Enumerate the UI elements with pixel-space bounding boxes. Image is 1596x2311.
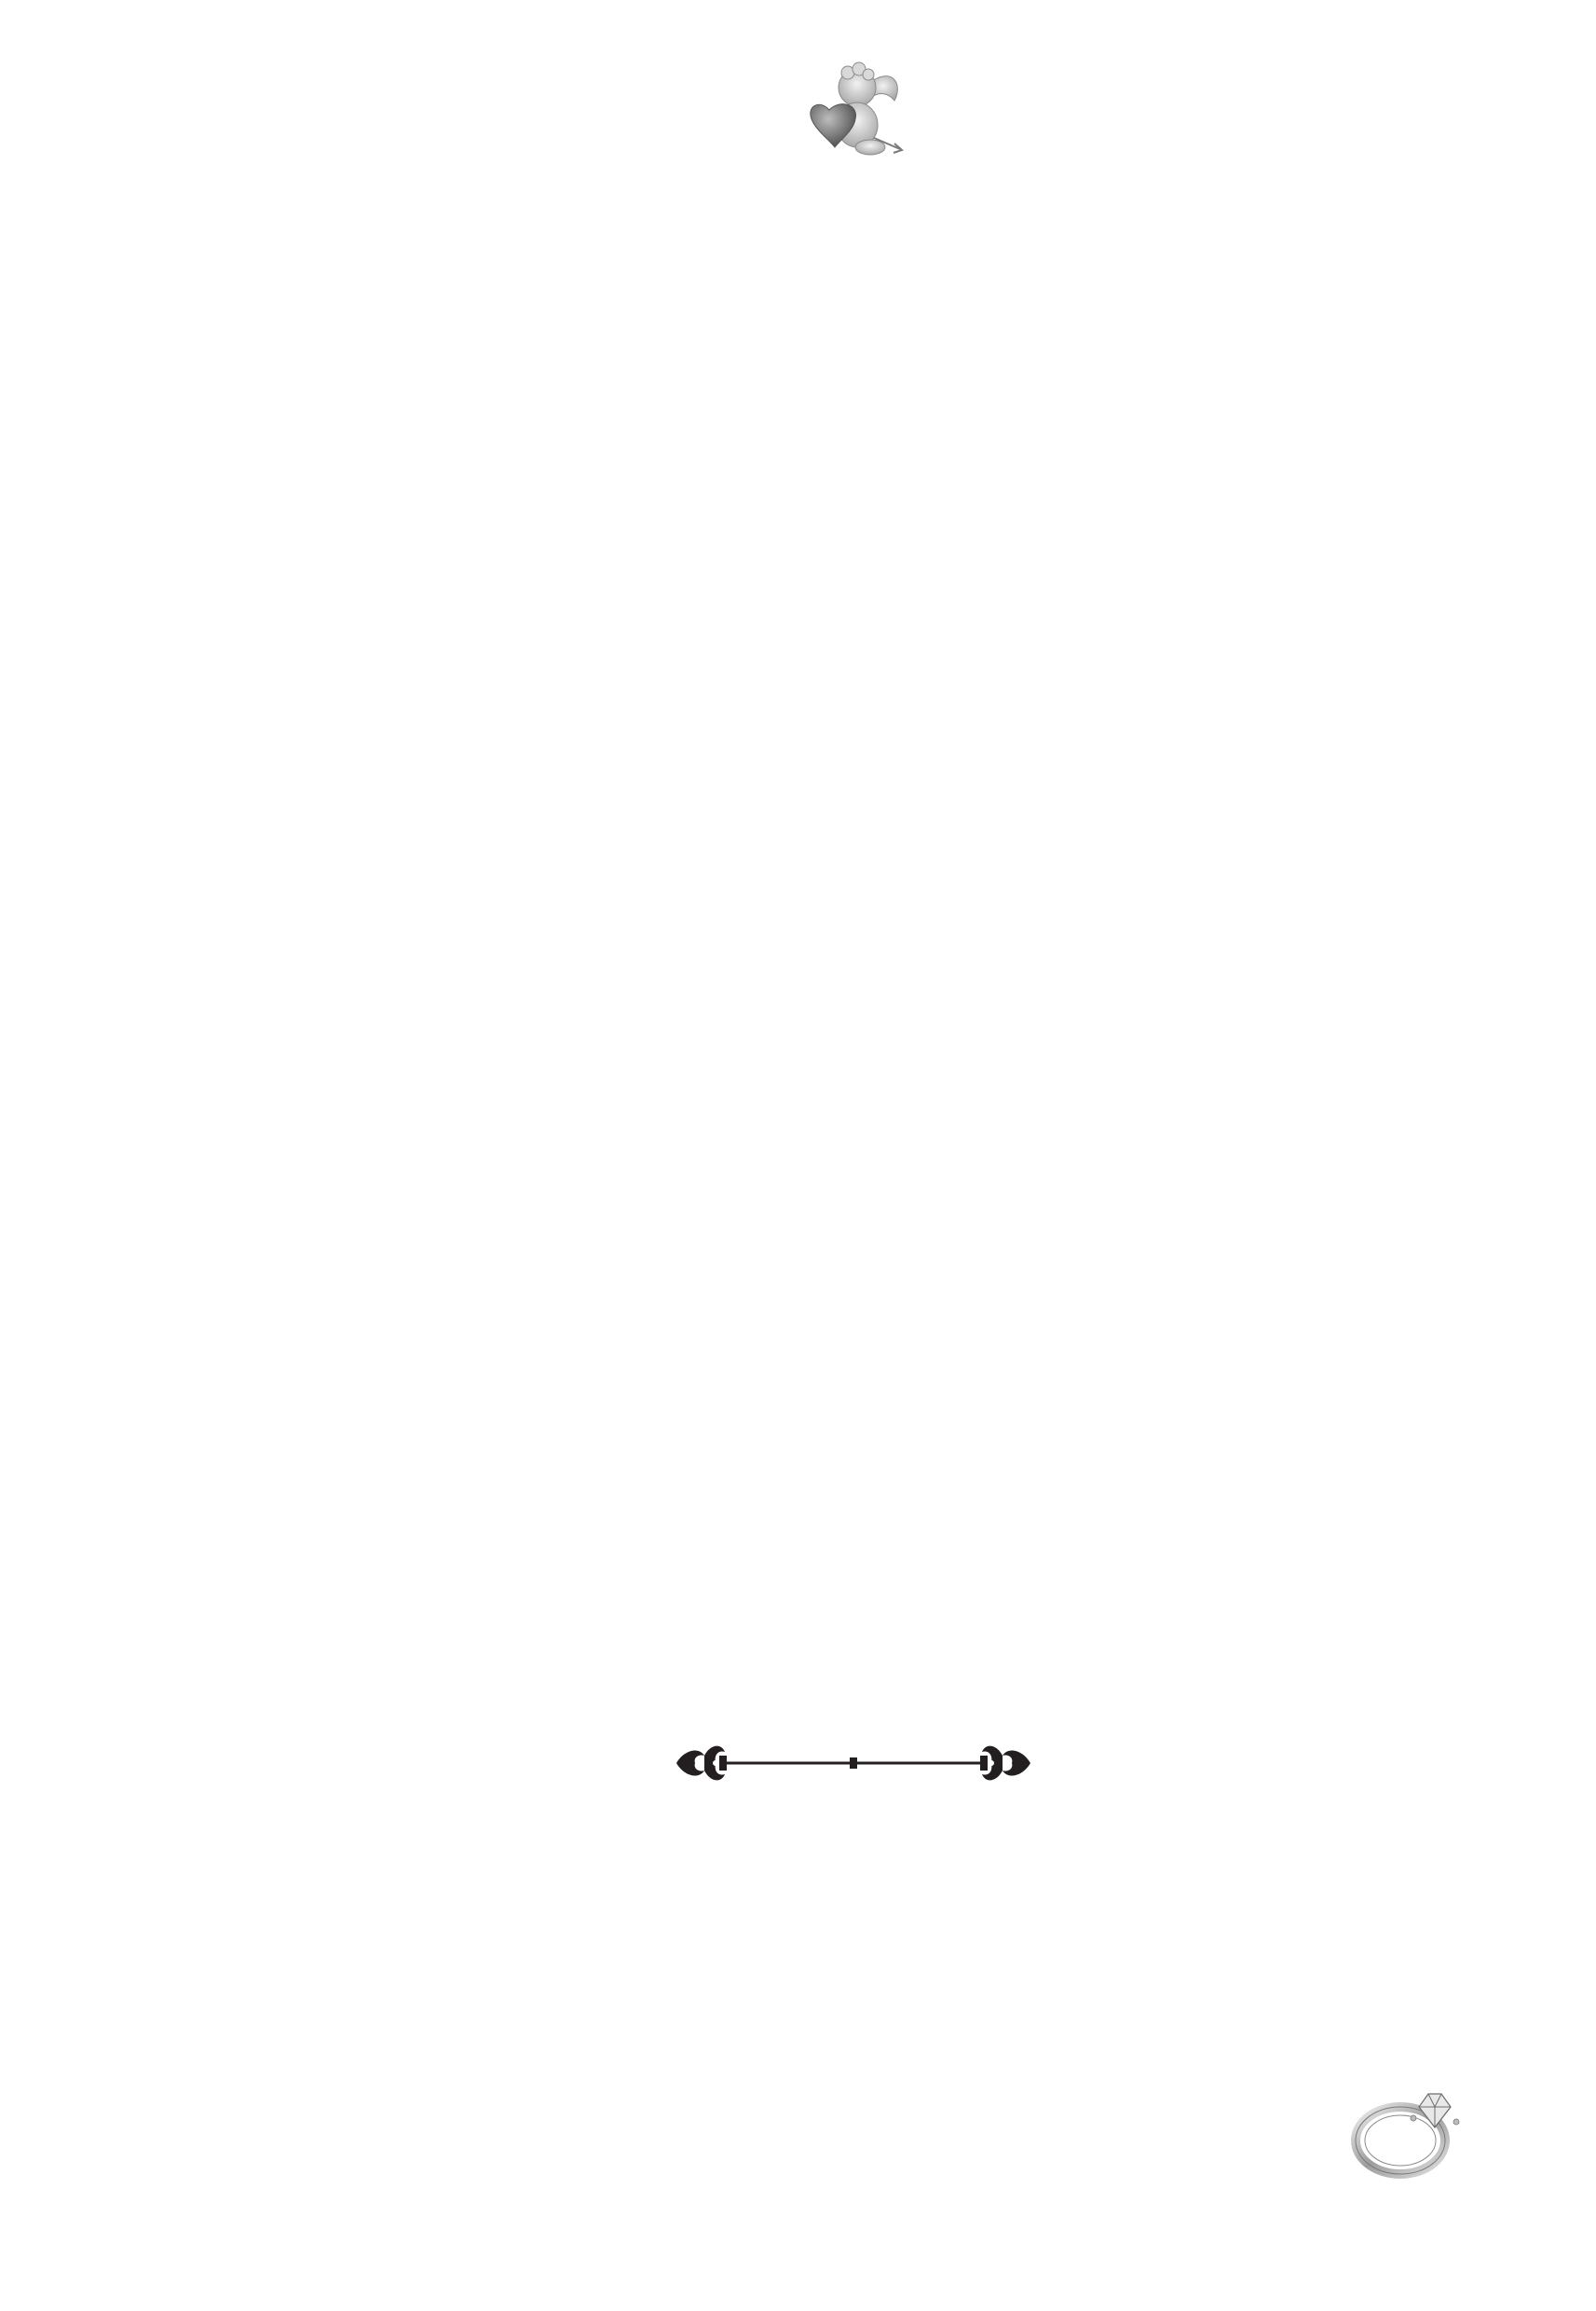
fleur-de-lis-divider: [667, 1735, 1040, 1791]
cupid-with-heart-icon: [803, 56, 906, 158]
diamond-ring-icon: [1346, 2073, 1463, 2185]
section-two-first-line: [276, 1803, 1424, 1863]
section-two-text: [276, 1803, 1424, 1863]
